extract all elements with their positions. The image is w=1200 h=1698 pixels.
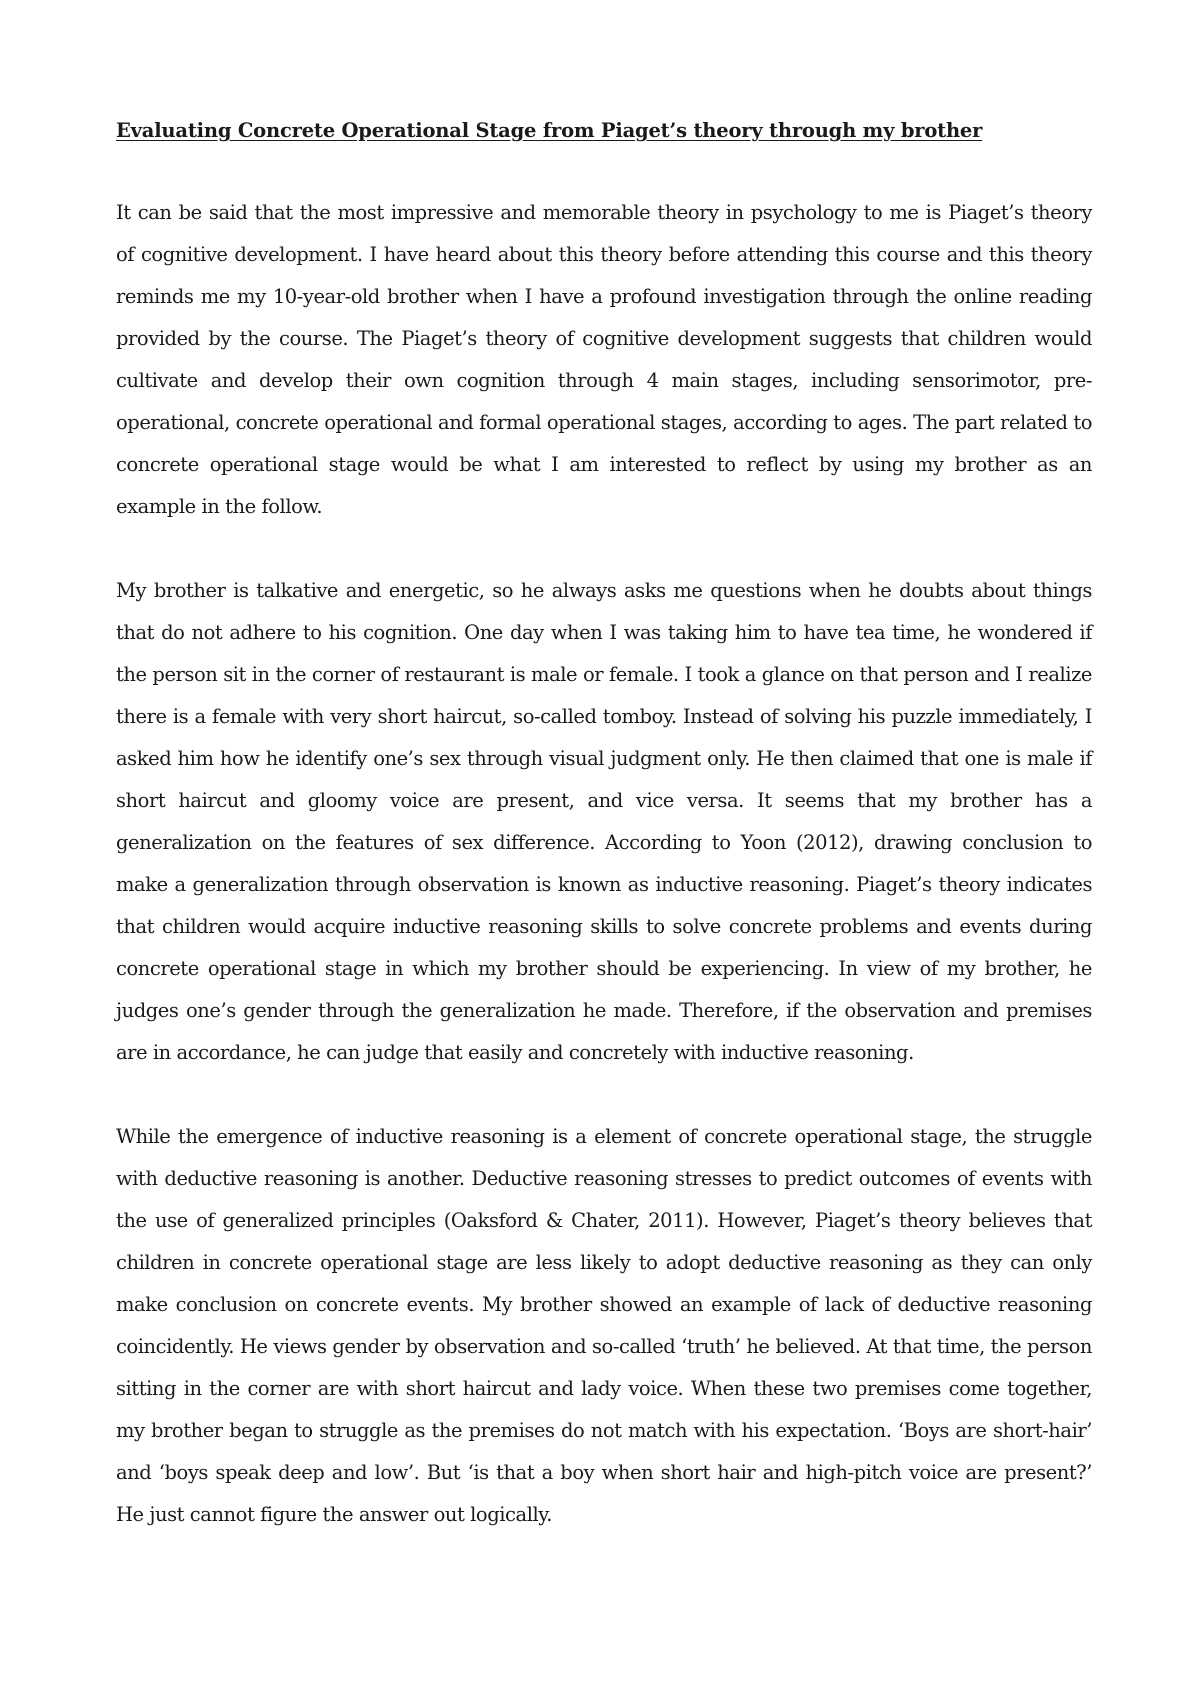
paragraph-1: It can be said that the most impressive and memorable theory in psychology to me is Piaget’s theory of cognitive development. I have heard about this theory before attending this course and this theory reminds me my 10-year-old brother when I have a profound investigation through the online reading provided by the course. The Piaget’s theory of cognitive development suggests that children would cultivate and develop their own cognition through 4 main stages, including sensorimotor, pre-operational, concrete operational and formal operational stages, according to ages. The part related to concrete operational stage would be what I am interested to reflect by using my brother as an example in the follow. [116,201,1092,518]
paragraph-2: My brother is talkative and energetic, so he always asks me questions when he doubts about things that do not adhere to his cognition. One day when I was taking him to have tea time, he wondered if the person sit in the corner of restaurant is male or female. I took a glance on that person and I realize there is a female with very short haircut, so-called tomboy. Instead of solving his puzzle immediately, I asked him how he identify one’s sex through visual judgment only. He then claimed that one is male if short haircut and gloomy voice are present, and vice versa. It seems that my brother has a generalization on the features of sex difference. According to Yoon (2012), drawing conclusion to make a generalization through observation is known as inductive reasoning. Piaget’s theory indicates that children would acquire inductive reasoning skills to solve concrete problems and events during concrete operational stage in which my brother should be experiencing. In view of my brother, he judges one’s gender through the generalization he made. Therefore, if the observation and premises are in accordance, he can judge that easily and concretely with inductive reasoning. [116,579,1092,1064]
document-body [116,112,1092,1536]
document-title: Evaluating Concrete Operational Stage from Piaget’s theory through my brother [116,119,983,142]
paragraph-3: While the emergence of inductive reasoning is a element of concrete operational stage, the struggle with deductive reasoning is another. Deductive reasoning stresses to predict outcomes of events with the use of generalized principles (Oaksford & Chater, 2011). However, Piaget’s theory believes that children in concrete operational stage are less likely to adopt deductive reasoning as they can only make conclusion on concrete events. My brother showed an example of lack of deductive reasoning coincidently. He views gender by observation and so-called ‘truth’ he believed. At that time, the person sitting in the corner are with short haircut and lady voice. When these two premises come together, my brother began to struggle as the premises do not match with his expectation. ‘Boys are short-hair’ and ‘boys speak deep and low’. But ‘is that a boy when short hair and high-pitch voice are present?’ He just cannot figure the answer out logically. [116,1125,1092,1526]
